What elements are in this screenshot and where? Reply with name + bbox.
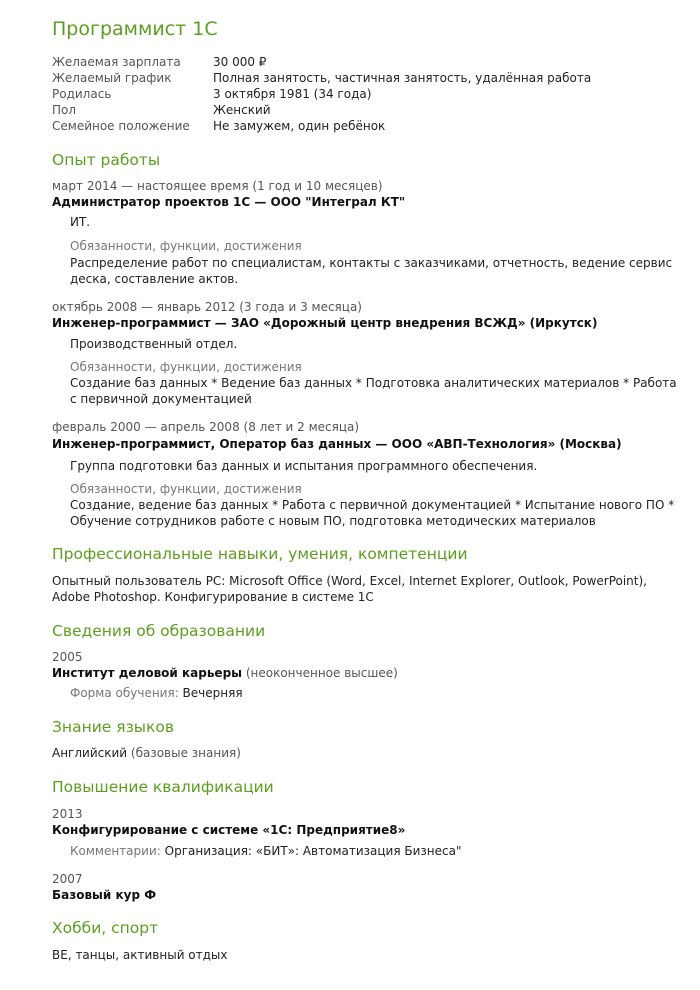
section-title-languages: Знание языков (52, 718, 175, 736)
duties-label: Обязанности, функции, достижения (70, 239, 302, 253)
duties-label: Обязанности, функции, достижения (70, 482, 302, 496)
language-level: (базовые знания) (127, 746, 241, 760)
education-form-label: Форма обучения: (70, 686, 183, 700)
info-value-salary: 30 000 ₽ (213, 55, 267, 69)
section-title-qualification: Повышение квалификации (52, 778, 274, 796)
qualification-year: 2013 (52, 807, 83, 821)
experience-period: март 2014 — настоящее время (1 год и 10 месяцев) (52, 179, 383, 193)
info-value-birth: 3 октября 1981 (34 года) (213, 87, 372, 101)
info-value-family: Не замужем, один ребёнок (213, 119, 386, 133)
qualification-year: 2007 (52, 872, 83, 886)
section-title-education: Сведения об образовании (52, 622, 266, 640)
qualification-name: Базовый кур Ф (52, 888, 157, 902)
experience-position: Администратор проектов 1С — ООО "Интеграл КТ" (52, 195, 406, 209)
info-value-gender: Женский (213, 103, 271, 117)
experience-industry: ИТ. (70, 215, 91, 229)
experience-industry: Группа подготовки баз данных и испытания программного обеспечения. (70, 459, 538, 473)
duties-text-line: Распределение работ по специалистам, контакты с заказчиками, отчетность, ведение сервис (70, 256, 673, 270)
qualification-comment-label: Комментарии: (70, 844, 165, 858)
duties-text-line: Создание баз данных * Ведение баз данных * Подготовка аналитических материалов * Работа (70, 376, 677, 390)
experience-position: Инженер-программист, Оператор баз данных — ООО «АВП-Технология» (Москва) (52, 437, 622, 451)
education-form (70, 685, 243, 701)
experience-position: Инженер-программист — ЗАО «Дорожный центр внедрения ВСЖД» (Иркутск) (52, 316, 598, 330)
education-level: (неоконченное высшее) (242, 666, 398, 680)
info-label-schedule: Желаемый график (52, 71, 172, 85)
duties-text-line: с первичной документацией (70, 392, 252, 406)
duties-text-line: Создание, ведение баз данных * Работа с первичной документацией * Испытание нового ПО * (70, 498, 675, 512)
experience-period: октябрь 2008 — январь 2012 (3 года и 3 месяца) (52, 300, 362, 314)
skills-text-line: Опытный пользователь PC: Microsoft Office (Word, Excel, Internet Explorer, Outlook, PowerPoint), (52, 574, 647, 588)
info-label-birth: Родилась (52, 87, 112, 101)
info-label-family: Семейное положение (52, 119, 190, 133)
education-entry (52, 665, 398, 681)
language-entry (52, 745, 241, 761)
hobby-text: ВЕ, танцы, активный отдых (52, 948, 228, 962)
experience-industry: Производственный отдел. (70, 337, 238, 351)
education-year: 2005 (52, 650, 83, 664)
qualification-comment (70, 843, 462, 859)
education-form-value: Вечерняя (182, 686, 243, 700)
duties-text-line: Обучение сотрудников работе с новым ПО, подготовка методических материалов (70, 514, 596, 528)
skills-text-line: Adobe Photoshop. Конфигурирование в системе 1С (52, 590, 374, 604)
info-label-gender: Пол (52, 103, 77, 117)
section-title-hobby: Хобби, спорт (52, 919, 159, 937)
info-label-salary: Желаемая зарплата (52, 55, 181, 69)
section-title-experience: Опыт работы (52, 151, 161, 169)
qualification-comment-value: Организация: «БИТ»: Автоматизация Бизнеса" (164, 844, 462, 858)
info-value-schedule: Полная занятость, частичная занятость, удалённая работа (213, 71, 592, 85)
qualification-name: Конфигурирование с системе «1С: Предприятие8» (52, 823, 406, 837)
language-name: Английский (52, 746, 128, 760)
experience-period: февраль 2000 — апрель 2008 (8 лет и 2 месяца) (52, 420, 360, 434)
section-title-skills: Профессиональные навыки, умения, компетенции (52, 545, 468, 563)
duties-text-line: деска, составление актов. (70, 272, 239, 286)
duties-label: Обязанности, функции, достижения (70, 360, 302, 374)
page-title: Программист 1С (52, 18, 218, 40)
education-institution: Институт деловой карьеры (52, 666, 243, 680)
